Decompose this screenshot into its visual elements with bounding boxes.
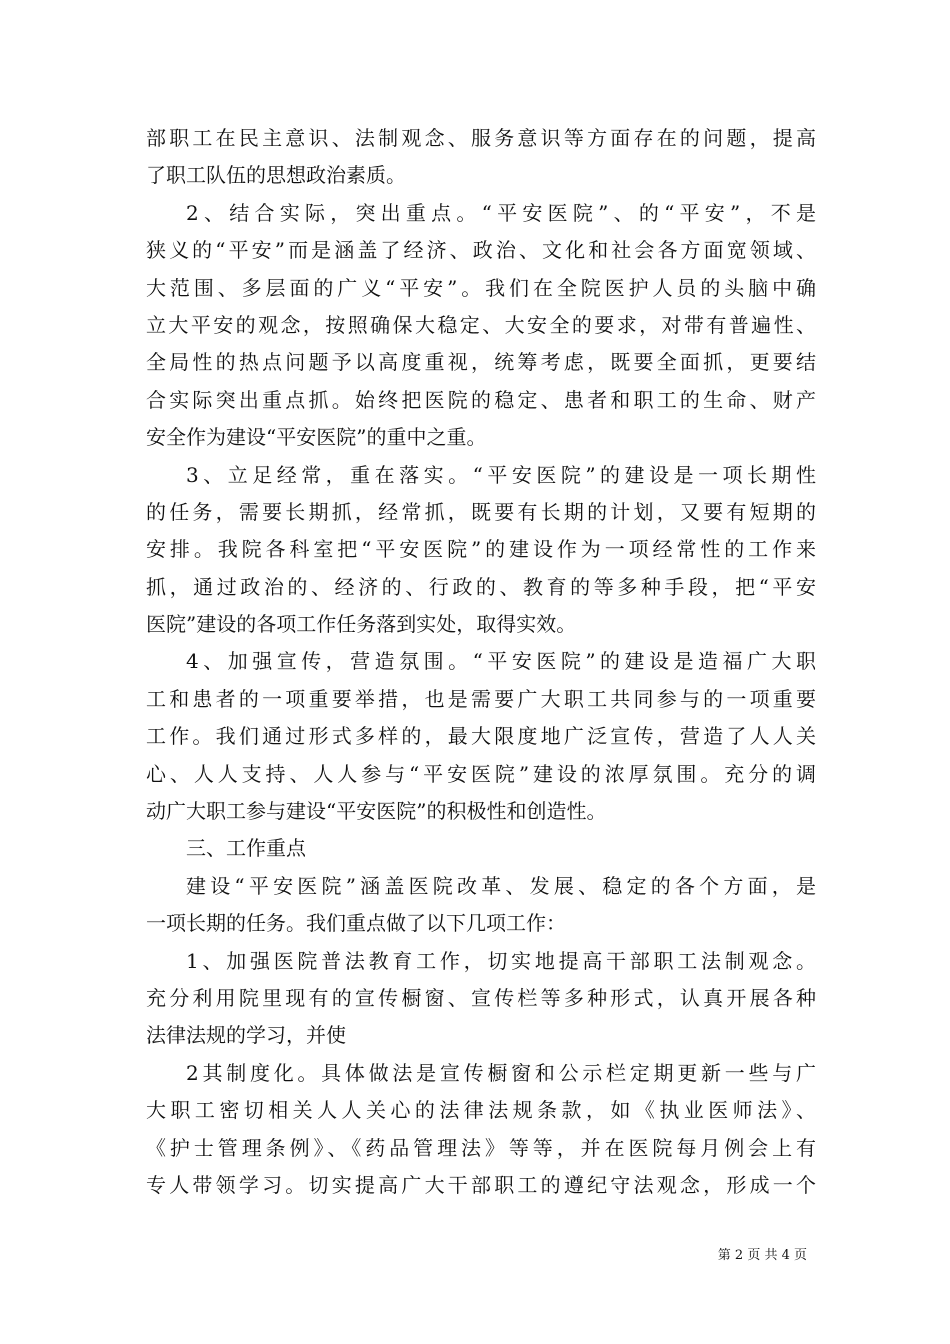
text-line: 1、加强医院普法教育工作，切实地提高干部职工法制观念。 <box>186 948 816 973</box>
text-line: 2、结合实际，突出重点。“平安医院”、的“平安”，不是 <box>186 200 816 225</box>
text-line: 充分利用院里现有的宣传橱窗、宣传栏等多种形式，认真开展各种 <box>146 985 816 1010</box>
text-line: 一项长期的任务。我们重点做了以下几项工作： <box>146 911 566 936</box>
section-heading: 三、工作重点 <box>186 836 306 861</box>
text-line: 了职工队伍的思想政治素质。 <box>146 163 406 188</box>
text-line: 的任务，需要长期抓，经常抓，既要有长期的计划，又要有短期的 <box>146 499 816 524</box>
text-line: 工和患者的一项重要举措，也是需要广大职工共同参与的一项重要 <box>146 686 816 711</box>
text-line: 法律法规的学习，并使 <box>146 1023 346 1048</box>
text-line: 大范围、多层面的广义“平安”。我们在全院医护人员的头脑中确 <box>146 275 816 300</box>
text-line: 建设“平安医院”涵盖医院改革、发展、稳定的各个方面，是 <box>186 873 816 898</box>
text-line: 部职工在民主意识、法制观念、服务意识等方面存在的问题，提高 <box>146 126 816 150</box>
text-line: 大职工密切相关人人关心的法律法规条款，如《执业医师法》、 <box>146 1098 816 1123</box>
text-line: 专人带领学习。切实提高广大干部职工的遵纪守法观念，形成一个 <box>146 1172 816 1197</box>
text-line: 抓，通过政治的、经济的、行政的、教育的等多种手段，把“平安 <box>146 574 816 599</box>
text-line: 4、加强宣传，营造氛围。“平安医院”的建设是造福广大职 <box>186 649 816 674</box>
text-line: 立大平安的观念，按照确保大稳定、大安全的要求，对带有普遍性、 <box>146 312 816 337</box>
text-line: 医院”建设的各项工作任务落到实处，取得实效。 <box>146 612 577 637</box>
text-line: 动广大职工参与建设“平安医院”的积极性和创造性。 <box>146 799 607 824</box>
page-number: 第 2 页 共 4 页 <box>717 1248 807 1263</box>
text-line: 心、人人支持、人人参与“平安医院”建设的浓厚氛围。充分的调 <box>146 761 816 786</box>
body-text <box>146 120 816 1204</box>
text-line: 狭义的“平安”而是涵盖了经济、政治、文化和社会各方面宽领域、 <box>146 238 816 263</box>
text-line: 2其制度化。具体做法是宣传橱窗和公示栏定期更新一些与广 <box>186 1060 816 1085</box>
text-line: 安全作为建设“平安医院”的重中之重。 <box>146 425 487 450</box>
text-line: 安排。我院各科室把“平安医院”的建设作为一项经常性的工作来 <box>146 537 816 562</box>
text-line: 3、立足经常，重在落实。“平安医院”的建设是一项长期性 <box>186 462 816 487</box>
text-line: 《护士管理条例》、《药品管理法》等等，并在医院每月例会上有 <box>146 1135 816 1160</box>
text-line: 合实际突出重点抓。始终把医院的稳定、患者和职工的生命、财产 <box>146 387 816 412</box>
text-line: 工作。我们通过形式多样的，最大限度地广泛宣传，营造了人人关 <box>146 724 816 749</box>
text-line: 全局性的热点问题予以高度重视，统筹考虑，既要全面抓，更要结 <box>146 350 816 375</box>
